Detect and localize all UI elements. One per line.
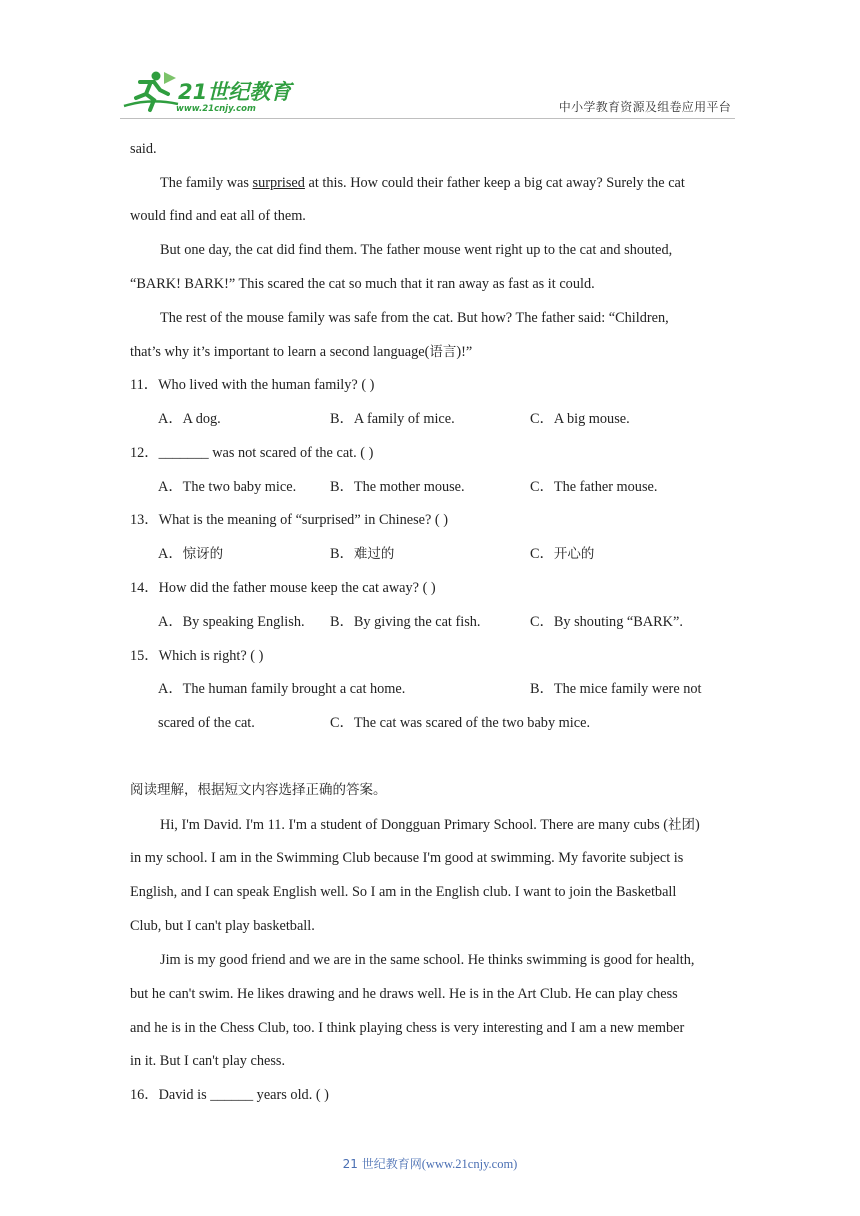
runner-logo-icon — [120, 68, 300, 114]
question-13: 13．What is the meaning of “surprised” in Chinese? ( ) — [130, 512, 449, 528]
svg-text:21世纪教育: 21世纪教育 — [178, 80, 292, 104]
option-11b[interactable]: B．A family of mice. — [330, 411, 455, 427]
option-15c[interactable]: C．The cat was scared of the two baby mice. — [330, 715, 591, 731]
header-divider — [120, 118, 735, 119]
option-13a[interactable]: A．惊讶的 — [158, 546, 224, 562]
passage-line: in it. But I can't play chess. — [130, 1053, 286, 1069]
passage-line: that’s why it’s important to learn a second language(语言)!” — [130, 344, 473, 360]
option-12a[interactable]: A．The two baby mice. — [158, 479, 297, 495]
passage-line: and he is in the Chess Club, too. I think playing chess is very interesting and I am a new member — [130, 1020, 685, 1036]
option-14b[interactable]: B．By giving the cat fish. — [330, 614, 481, 630]
question-11: 11．Who lived with the human family? ( ) — [130, 377, 375, 393]
passage-line: But one day, the cat did find them. The father mouse went right up to the cat and shouted, — [160, 242, 673, 258]
question-15: 15．Which is right? ( ) — [130, 648, 264, 664]
svg-text:www.21cnjy.com: www.21cnjy.com — [176, 104, 256, 114]
passage-line: in my school. I am in the Swimming Club because I'm good at swimming. My favorite subject is — [130, 850, 684, 866]
option-15b[interactable]: B．The mice family were not — [530, 681, 702, 697]
option-12b[interactable]: B．The mother mouse. — [330, 479, 465, 495]
underlined-word: surprised — [252, 175, 305, 191]
passage-line: Jim is my good friend and we are in the same school. He thinks swimming is good for health, — [160, 952, 695, 968]
passage-line: would find and eat all of them. — [130, 208, 306, 224]
site-logo[interactable] — [120, 68, 300, 114]
page-header — [120, 66, 735, 116]
option-15b-continued[interactable]: scared of the cat. — [158, 715, 255, 731]
option-11c[interactable]: C．A big mouse. — [530, 411, 630, 427]
question-12: 12．_______ was not scared of the cat. ( ) — [130, 445, 374, 461]
passage-line: Club, but I can't play basketball. — [130, 918, 315, 934]
passage-line: The family was surprised at this. How could their father keep a big cat away? Surely the cat — [160, 175, 685, 191]
option-13c[interactable]: C．开心的 — [530, 546, 595, 562]
passage-line: The rest of the mouse family was safe from the cat. But how? The father said: “Children, — [160, 310, 669, 326]
option-14a[interactable]: A．By speaking English. — [158, 614, 305, 630]
passage-line: but he can't swim. He likes drawing and he draws well. He is in the Art Club. He can play chess — [130, 986, 678, 1002]
option-11a[interactable]: A．A dog. — [158, 411, 221, 427]
option-12c[interactable]: C．The father mouse. — [530, 479, 658, 495]
page-footer[interactable]: 21 世纪教育网(www.21cnjy.com) — [342, 1157, 518, 1171]
passage-line: Hi, I'm David. I'm 11. I'm a student of Dongguan Primary School. There are many cubs (社团) — [160, 817, 700, 833]
header-platform-text: 中小学教育资源及组卷应用平台 — [558, 100, 731, 114]
option-14c[interactable]: C．By shouting “BARK”. — [530, 614, 683, 630]
question-14: 14．How did the father mouse keep the cat away? ( ) — [130, 580, 436, 596]
section-instruction: 阅读理解，根据短文内容选择正确的答案。 — [130, 782, 387, 798]
passage-line: English, and I can speak English well. So I am in the English club. I want to join the Basketball — [130, 884, 677, 900]
option-13b[interactable]: B．难过的 — [330, 546, 395, 562]
passage-line: said. — [130, 141, 157, 157]
passage-line: “BARK! BARK!” This scared the cat so much that it ran away as fast as it could. — [130, 276, 595, 292]
question-16: 16．David is ______ years old. ( ) — [130, 1087, 329, 1103]
option-15a[interactable]: A．The human family brought a cat home. — [158, 681, 406, 697]
